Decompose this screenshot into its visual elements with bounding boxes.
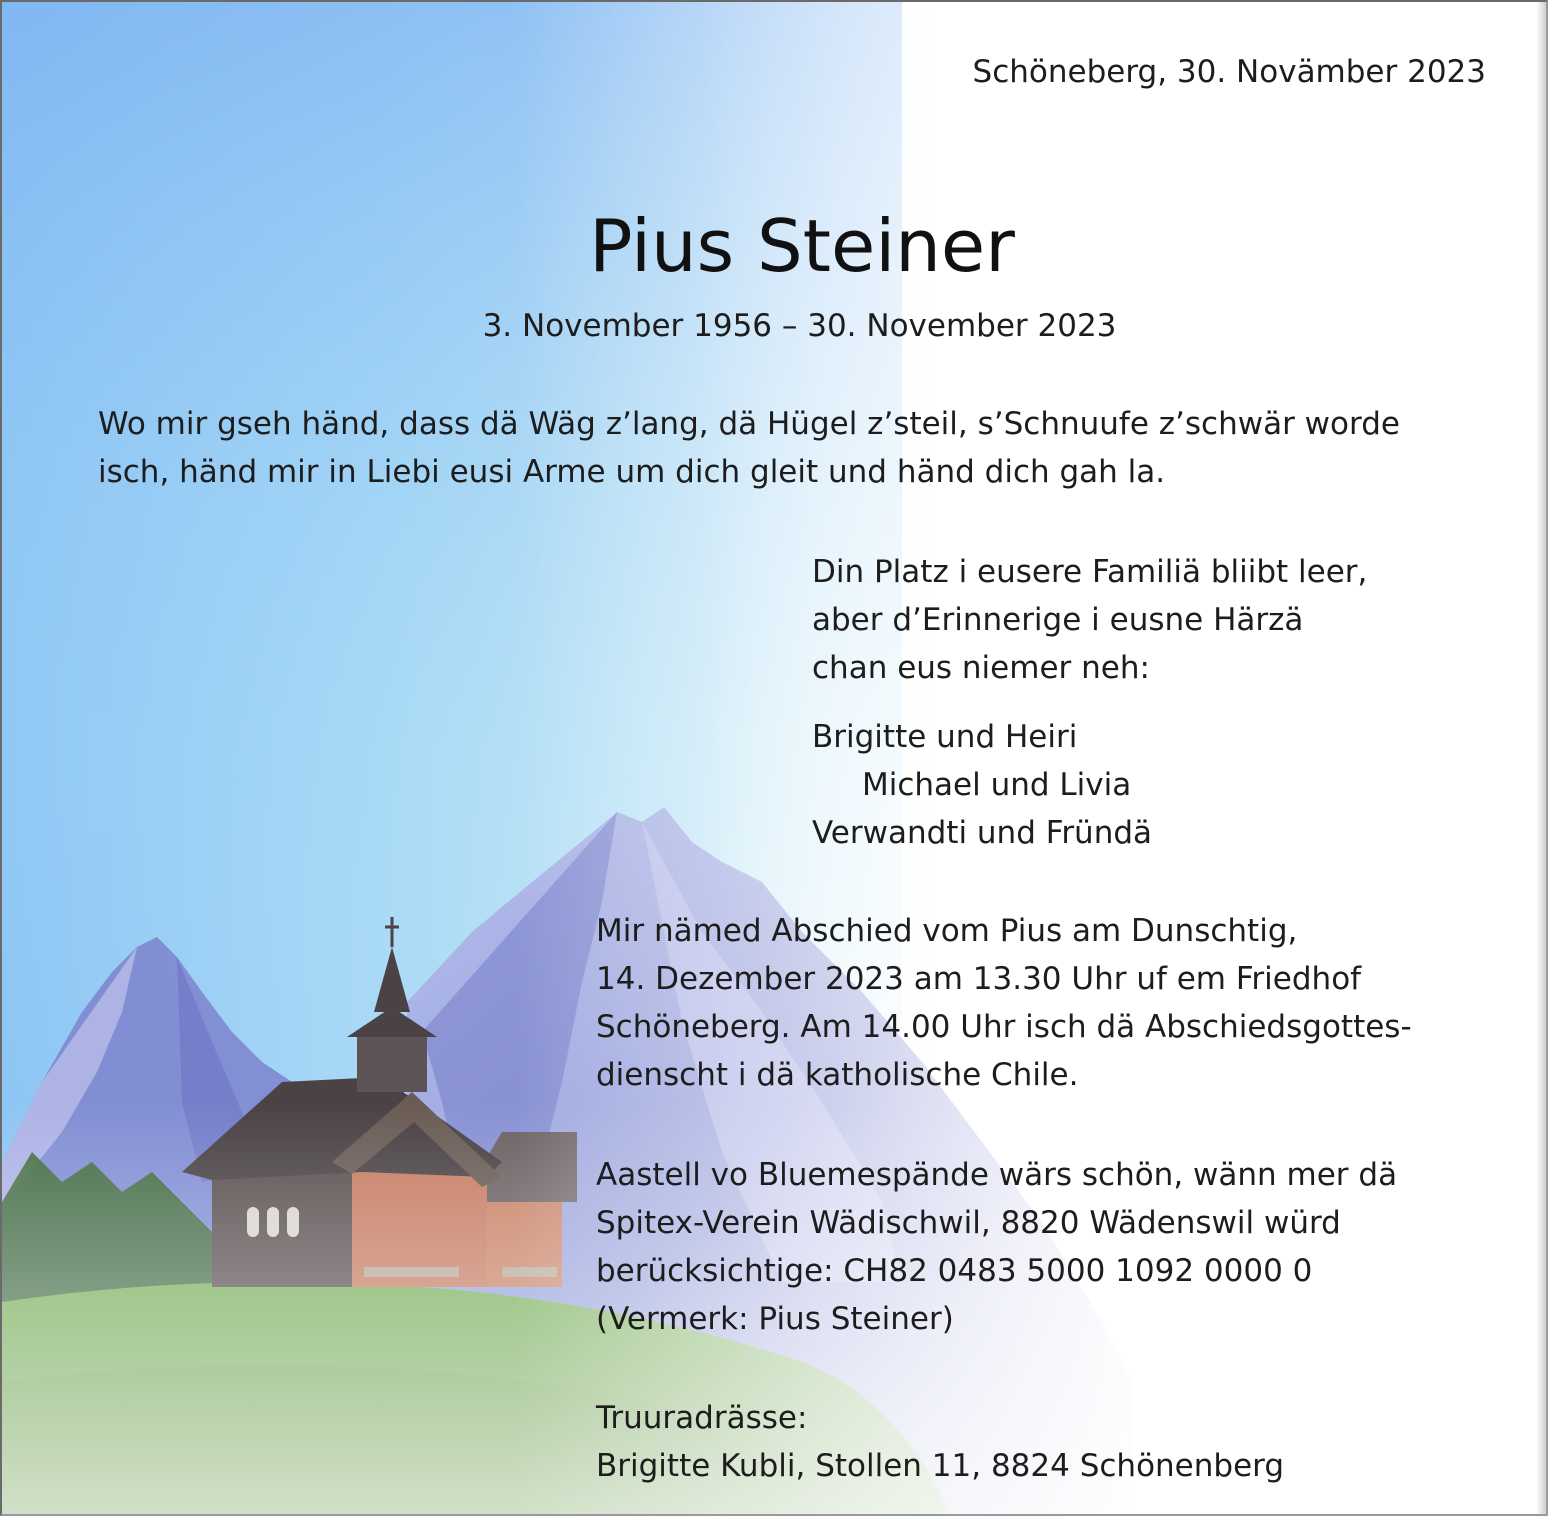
mourner-line: Verwandti und Fründä — [812, 815, 1153, 851]
memorial-quote — [98, 400, 1508, 496]
verse-line: Din Platz i eusere Familiä bliibt leer, — [812, 554, 1368, 590]
mourning-address — [596, 1394, 1496, 1490]
donation-line: Spitex-Verein Wädischwil, 8820 Wädenswil würd — [596, 1205, 1341, 1241]
farewell-notice — [596, 907, 1496, 1099]
donation-line: Aastell vo Bluemespände wärs schön, wänn mer dä — [596, 1157, 1398, 1193]
mourner-line: Michael und Livia — [862, 767, 1132, 803]
deceased-name: Pius Steiner — [589, 204, 1015, 288]
farewell-line: Schöneberg. Am 14.00 Uhr isch dä Abschiedsgottes- — [596, 1009, 1412, 1045]
remembrance-verse — [812, 548, 1502, 692]
verse-line: aber d’Erinnerige i eusne Härzä — [812, 602, 1304, 638]
mourners-list — [812, 713, 1502, 857]
donation-line: berücksichtige: CH82 0483 5000 1092 0000 0 — [596, 1253, 1313, 1289]
life-dates: 3. November 1956 – 30. November 2023 — [482, 308, 1117, 344]
verse-line: chan eus niemer neh: — [812, 650, 1150, 686]
quote-line: isch, händ mir in Liebi eusi Arme um dich gleit und händ dich gah la. — [98, 454, 1166, 490]
place-date: Schöneberg, 30. Novämber 2023 — [972, 54, 1486, 90]
donation-line: (Vermerk: Pius Steiner) — [596, 1301, 954, 1337]
farewell-line: 14. Dezember 2023 am 13.30 Uhr uf em Friedhof — [596, 961, 1362, 997]
mourner-line: Brigitte und Heiri — [812, 719, 1078, 755]
donation-notice — [596, 1151, 1496, 1343]
farewell-line: Mir nämed Abschied vom Pius am Dunschtig, — [596, 913, 1298, 949]
address-value: Brigitte Kubli, Stollen 11, 8824 Schönenberg — [596, 1448, 1285, 1484]
quote-line: Wo mir gseh händ, dass dä Wäg z’lang, dä Hügel z’steil, s’Schnuufe z’schwär worde — [98, 406, 1400, 442]
farewell-line: dienscht i dä katholische Chile. — [596, 1057, 1079, 1093]
address-label: Truuradrässe: — [596, 1400, 808, 1436]
